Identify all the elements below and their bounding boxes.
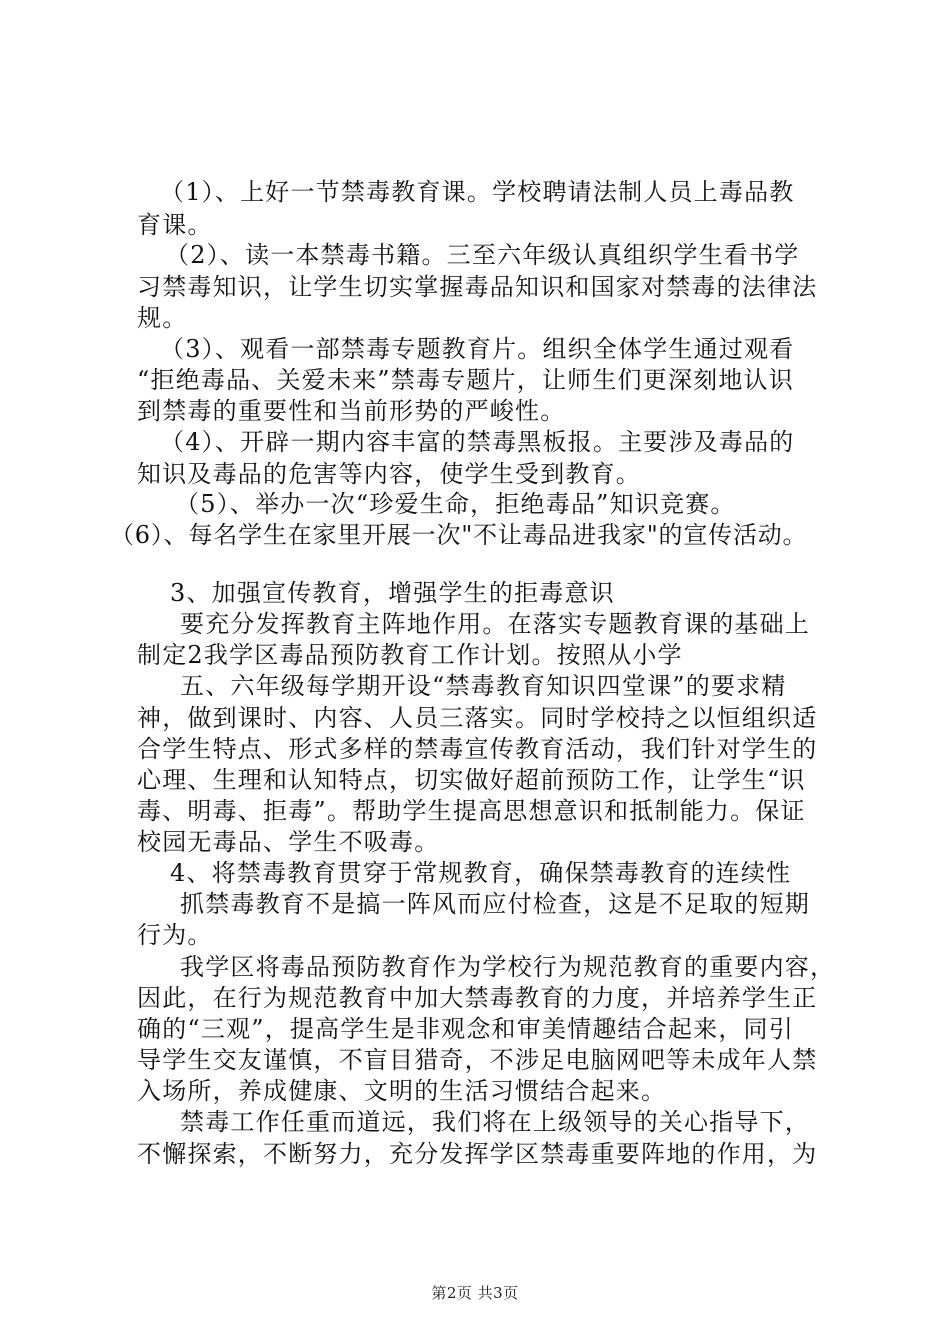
text-line: 习禁毒知识，让学生切实掌握毒品知识和国家对禁毒的法律法 — [137, 273, 818, 301]
text-line: 不懈探索，不断努力，充分发挥学区禁毒重要阵地的作用，为 — [137, 1140, 818, 1168]
text-line: 规。 — [137, 304, 188, 332]
text-line: 制定2我学区毒品预防教育工作计划。按照从小学 — [137, 641, 683, 669]
text-line: 要充分发挥教育主阵地作用。在落实专题教育课的基础上 — [180, 610, 810, 638]
text-line: 确的“三观”，提高学生是非观念和审美情趣结合起来，同引 — [137, 1015, 794, 1043]
text-line: （3）、观看一部禁毒专题教育片。组织全体学生通过观看 — [160, 335, 795, 363]
text-line: 禁毒工作任重而道远，我们将在上级领导的关心指导下， — [180, 1108, 810, 1136]
text-line: 育课。 — [137, 211, 213, 239]
text-line: （1）、上好一节禁毒教育课。学校聘请法制人员上毒品教 — [160, 178, 795, 206]
text-line: 心理、生理和认知特点，切实做好超前预防工作，让学生“识 — [137, 766, 806, 794]
text-line: （5）、举办一次“珍爱生命，拒绝毒品”知识竞赛。 — [175, 490, 736, 518]
page-number-footer: 第2页 共3页 — [431, 1284, 519, 1302]
text-line: 导学生交友谨慎，不盲目猎奇，不涉足电脑网吧等未成年人禁 — [137, 1046, 818, 1074]
text-line: 五、六年级每学期开设“禁毒教育知识四堂课”的要求精 — [180, 672, 787, 700]
text-line: 知识及毒品的危害等内容，使学生受到教育。 — [137, 460, 641, 488]
text-line: 抓禁毒教育不是搞一阵风而应付检查，这是不足取的短期 — [180, 890, 810, 918]
section-heading: 4、将禁毒教育贯穿于常规教育，确保禁毒教育的连续性 — [170, 859, 792, 887]
text-line: 因此，在行为规范教育中加大禁毒教育的力度，并培养学生正 — [137, 984, 818, 1012]
text-line: 我学区将毒品预防教育作为学校行为规范教育的重要内容， — [180, 953, 836, 981]
text-line: 校园无毒品、学生不吸毒。 — [137, 828, 440, 856]
text-line: 行为。 — [137, 921, 213, 949]
section-heading: 3、加强宣传教育，增强学生的拒毒意识 — [170, 579, 615, 607]
text-line: 毒、明毒、拒毒”。帮助学生提高思想意识和抵制能力。保证 — [137, 797, 806, 825]
text-line: 到禁毒的重要性和当前形势的严峻性。 — [137, 397, 566, 425]
text-line: “拒绝毒品、关爱未来”禁毒专题片，让师生们更深刻地认识 — [137, 366, 794, 394]
text-line: （4）、开辟一期内容丰富的禁毒黑板报。主要涉及毒品的 — [160, 428, 795, 456]
text-line: （6）、每名学生在家里开展一次"不让毒品进我家"的宣传活动。 — [110, 521, 808, 549]
text-line: （2）、读一本禁毒书籍。三至六年级认真组织学生看书学 — [165, 241, 800, 269]
text-line: 神，做到课时、内容、人员三落实。同时学校持之以恒组织适 — [137, 704, 818, 732]
text-line: 合学生特点、形式多样的禁毒宣传教育活动，我们针对学生的 — [137, 735, 818, 763]
text-line: 入场所，养成健康、文明的生活习惯结合起来。 — [137, 1077, 667, 1105]
